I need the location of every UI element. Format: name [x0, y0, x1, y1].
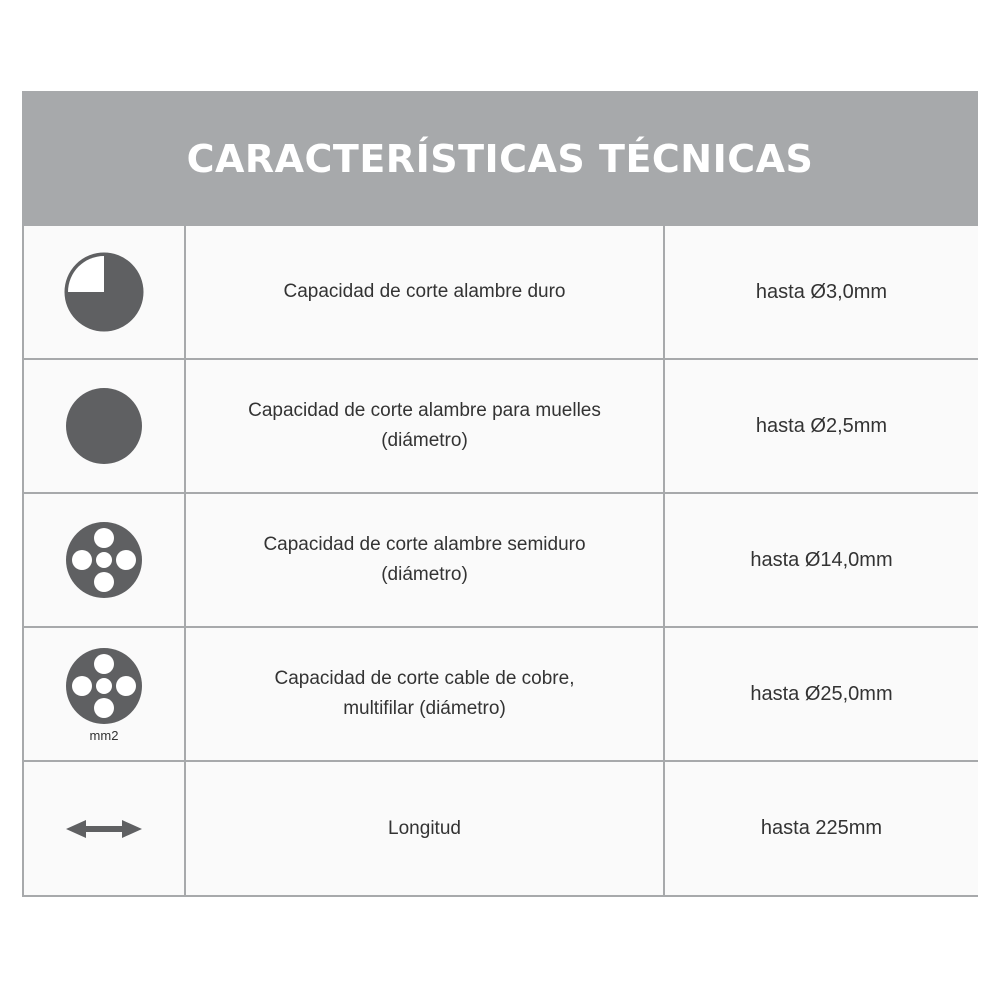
row-description: Longitud: [388, 817, 461, 839]
row-value: hasta Ø3,0mm: [755, 280, 888, 303]
value-cell: [663, 628, 978, 760]
row-value: hasta Ø14,0mm: [750, 548, 893, 571]
wire-strand-icon: [64, 520, 144, 600]
icon-cell: [24, 494, 184, 626]
icon-cell: [24, 226, 184, 358]
unit-label: mm2: [89, 727, 119, 743]
value-cell: [663, 226, 978, 358]
solid-circle-icon: [64, 386, 144, 466]
table-row: [24, 494, 978, 628]
row-description: Capacidad de corte alambre semiduro (diámetro): [263, 534, 586, 585]
value-cell: [663, 360, 978, 492]
multi-strand-cable-icon: [64, 646, 144, 726]
description-cell: [184, 494, 663, 626]
row-value: hasta 225mm: [760, 817, 883, 839]
row-description: Capacidad de corte cable de cobre, multifilar (diámetro): [274, 668, 575, 719]
description-cell: [184, 226, 663, 358]
description-cell: [184, 762, 663, 895]
row-description: Capacidad de corte alambre para muelles (diámetro): [248, 400, 601, 451]
table-row: [24, 628, 978, 762]
row-value: hasta Ø25,0mm: [750, 682, 893, 705]
description-cell: [184, 360, 663, 492]
icon-cell: [24, 360, 184, 492]
table-row: [24, 226, 978, 360]
quarter-circle-icon: [63, 251, 145, 333]
value-cell: [663, 494, 978, 626]
table-row: [24, 762, 978, 897]
table-body: [22, 224, 978, 897]
table-header: [22, 91, 978, 224]
row-description: Capacidad de corte alambre duro: [283, 281, 566, 302]
description-cell: [184, 628, 663, 760]
icon-cell: [24, 628, 184, 760]
row-value: hasta Ø2,5mm: [755, 414, 888, 437]
value-cell: [663, 762, 978, 895]
table-row: [24, 360, 978, 494]
table-title: CARACTERÍSTICAS TÉCNICAS: [186, 136, 814, 181]
double-arrow-icon: [64, 817, 144, 841]
spec-table: [22, 91, 978, 897]
icon-cell: [24, 762, 184, 895]
